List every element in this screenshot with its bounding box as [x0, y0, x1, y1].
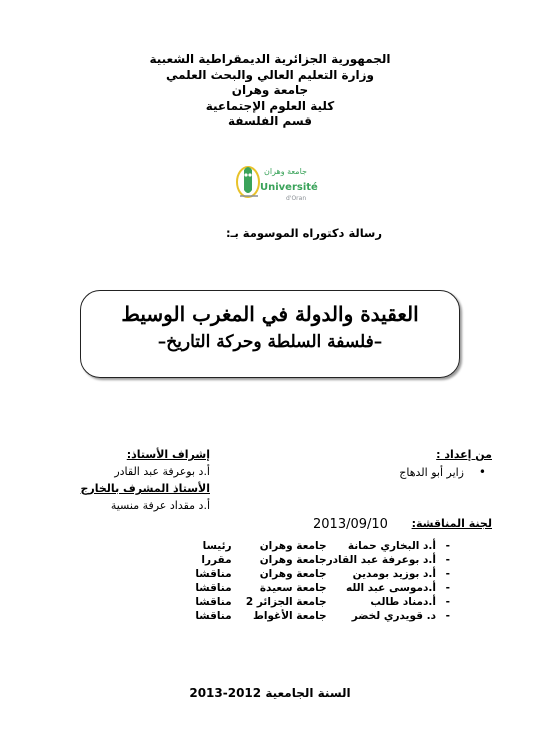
prepared-by-bullet: •: [478, 465, 486, 479]
member-name: أ.دموسى عبد الله: [345, 582, 436, 594]
academic-year: السنة الجامعية 2012-2013: [189, 686, 351, 700]
supervisor-label: إشراف الأستاذ:: [126, 448, 210, 461]
university-logo: [234, 160, 318, 206]
member-name: أ.د بوعرفة عبد القادر: [326, 554, 436, 566]
member-university: جامعة وهران: [259, 568, 327, 580]
member-name: أ.د بوزيد بومدين: [352, 568, 436, 580]
faculty-line: كلية العلوم الإجتماعية: [205, 98, 335, 113]
committee-row: [165, 539, 450, 553]
committee-label: لجنة المناقشة:: [411, 517, 492, 530]
prepared-by-label: من إعداد :: [436, 448, 492, 461]
thesis-label: رسالة دكتوراه الموسومة بـ:: [225, 226, 382, 240]
member-role: مناقشا: [195, 610, 232, 622]
logo-arabic-text: جامعة وهران: [264, 167, 307, 176]
member-university: جامعة الأغواط: [252, 610, 327, 622]
committee-row: [165, 581, 450, 595]
member-university: جامعة سعيدة: [259, 582, 327, 594]
row-dash: -: [445, 596, 450, 608]
member-university: جامعة الجزائر 2: [245, 596, 327, 608]
thesis-subtitle: –فلسفة السلطة وحركة التاريخ–: [157, 332, 383, 352]
row-dash: -: [445, 554, 450, 566]
logo-latin-text: Université: [260, 182, 318, 193]
thesis-title: العقيدة والدولة في المغرب الوسيط: [121, 302, 419, 326]
external-supervisor-name: أ.د مقداد عرفة منسية: [110, 499, 210, 512]
member-role: مقررا: [201, 554, 232, 566]
row-dash: -: [445, 568, 450, 580]
owl-logo-icon: [234, 160, 318, 206]
row-dash: -: [445, 610, 450, 622]
republic-line: الجمهورية الجزائرية الديمقراطية الشعبية: [149, 52, 391, 66]
member-name: د. قويدري لخضر: [351, 610, 436, 622]
defense-date: 2013/09/10: [313, 517, 388, 532]
member-role: مناقشا: [195, 596, 232, 608]
member-role: مناقشا: [195, 568, 232, 580]
university-line: جامعة وهران: [231, 83, 309, 97]
committee-row: [165, 567, 450, 581]
committee-row: [165, 595, 450, 609]
member-university: جامعة وهران: [259, 554, 327, 566]
member-role: مناقشا: [195, 582, 232, 594]
member-university: جامعة وهران: [259, 540, 327, 552]
committee-row: [165, 553, 450, 567]
row-dash: -: [445, 582, 450, 594]
department-line: قسم الفلسفة: [228, 114, 312, 128]
external-supervisor-label: الأستاذ المشرف بالخارج: [80, 482, 210, 495]
member-name: أ.د البخاري حمانة: [347, 540, 436, 552]
committee-row: [165, 609, 450, 623]
ministry-line: وزارة التعليم العالي والبحث العلمي: [165, 67, 375, 82]
committee-table: [165, 539, 450, 623]
title-box: [80, 290, 460, 378]
supervisor-name: أ.د بوعرفة عبد القادر: [114, 465, 210, 478]
institution-header: [0, 52, 540, 130]
logo-latin-sub-text: d'Oran: [286, 195, 307, 202]
row-dash: -: [445, 540, 450, 552]
member-role: رئيسا: [202, 540, 232, 552]
member-name: أ.دمناد طالب: [370, 596, 436, 608]
author-name: زاير أبو الدهاج: [399, 466, 464, 479]
